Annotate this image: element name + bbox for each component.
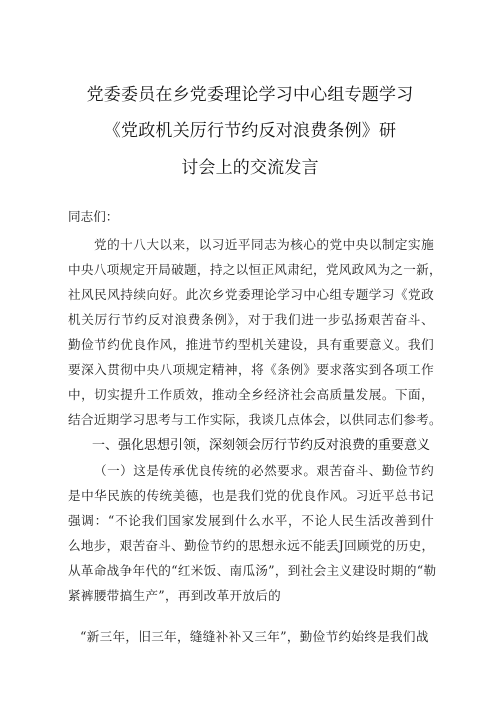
section-heading-1: 一、强化思想引领，深刻领会厉行节约反对浪费的重要意义 <box>92 438 431 453</box>
paragraph-2-line: 强调：“不论我们国家发展到什么水平，不论人民生活改善到什 <box>68 513 434 528</box>
paragraph-3-line: “新三年，旧三年，缝缝补补又三年”，勤俭节约始终是我们战 <box>80 629 429 644</box>
paragraph-2-line: 紧裤腰带搞生产”，再到改革开放后的 <box>68 588 282 603</box>
paragraph-1-line: 结合近期学习思考与工作实际，我谈几点体会，以供同志们参考。 <box>68 412 442 427</box>
paragraph-1-line: 机关厉行节约反对浪费条例》，对于我们进一步弘扬艰苦奋斗、 <box>68 312 434 327</box>
paragraph-2-line: 是中华民族的传统美德，也是我们党的优良作风。习近平总书记 <box>68 488 434 503</box>
paragraph-1-line: 要深入贯彻中央八项规定精神，将《条例》要求落实到各项工作 <box>68 362 434 377</box>
paragraph-2-line: （一）这是传承优良传统的必然要求。艰苦奋斗、勤俭节约 <box>94 463 434 478</box>
paragraph-1-line: 中央八项规定开局破题，持之以恒正风肃纪，党风政风为之一新， <box>68 262 442 277</box>
paragraph-1-line: 中，切实提升工作质效，推动全乡经济社会高质量发展。下面， <box>68 387 434 402</box>
document-title-line-1: 党委委员在乡党委理论学习中心组专题学习 <box>86 85 414 105</box>
document-title-line-3: 讨会上的交流发言 <box>181 158 319 178</box>
paragraph-2-line: 么地步，艰苦奋斗、勤俭节约的思想永远不能丢J回顾党的历史， <box>68 538 435 553</box>
salutation: 同志们： <box>68 209 119 224</box>
paragraph-1-line: 勤俭节约优良作风，推进节约型机关建设，具有重要意义。我们 <box>68 337 434 352</box>
paragraph-1-line: 党的十八大以来，以习近平同志为核心的党中央以制定实施 <box>94 237 434 252</box>
paragraph-1-line: 社风民风持续向好。此次乡党委理论学习中心组专题学习《党政 <box>68 287 434 302</box>
document-title-line-2: 《党政机关厉行节约反对浪费条例》研 <box>103 121 397 141</box>
paragraph-2-line: 从革命战争年代的“红米饭、南瓜汤”，到社会主义建设时期的“勒 <box>68 563 437 578</box>
